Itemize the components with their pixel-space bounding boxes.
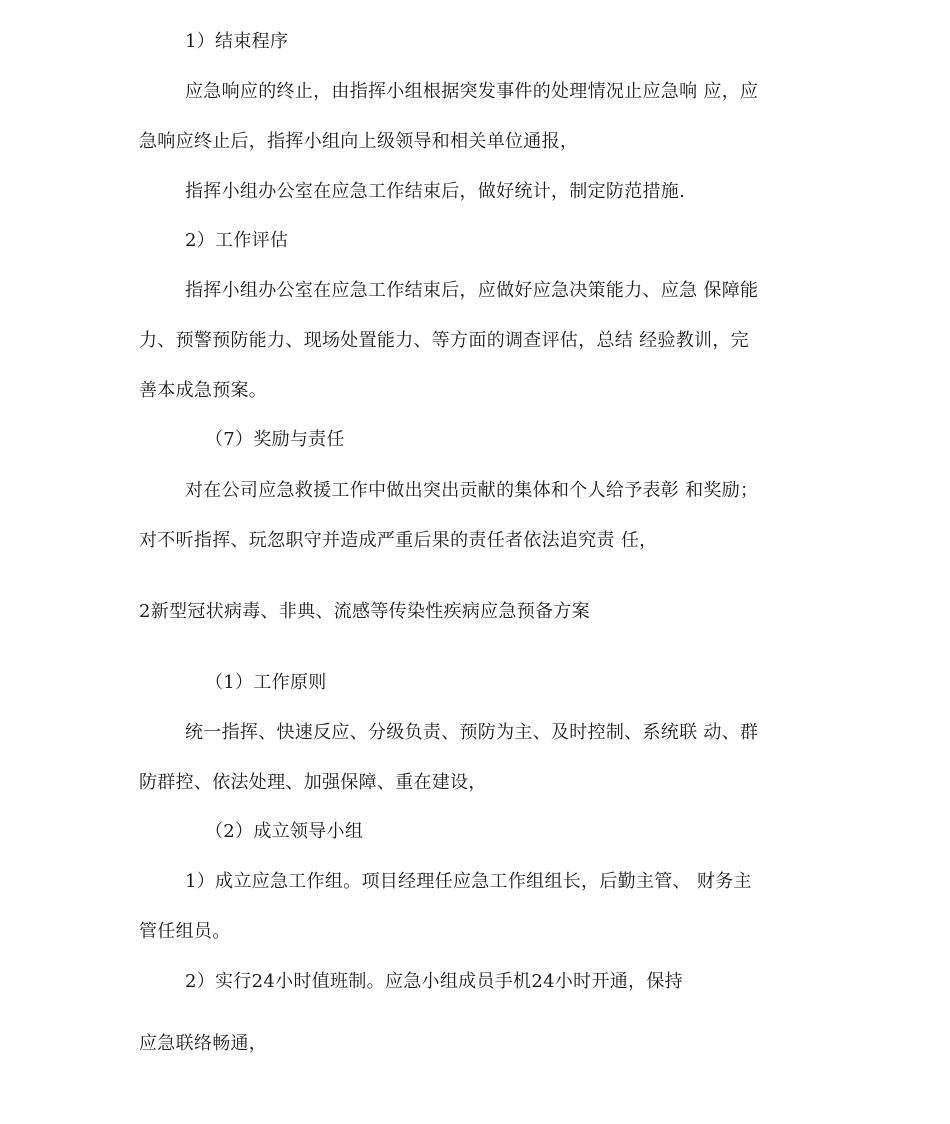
subheading-work-evaluation: 2）工作评估: [185, 230, 289, 251]
paragraph-line: 应急联络畅通，: [139, 1033, 268, 1054]
paragraph-line: 应急响应的终止，由指挥小组根据突发事件的处理情况止应急响 应，应: [185, 81, 759, 102]
paragraph-line: 善本成急预案。: [139, 380, 268, 401]
subheading-work-principles: （1）工作原则: [205, 672, 327, 693]
section-heading: 2新型冠状病毒、非典、流感等传染性疾病应急预备方案: [139, 601, 590, 622]
paragraph-line: 指挥小组办公室在应急工作结束后，应做好应急决策能力、应急 保障能: [185, 280, 759, 301]
paragraph-line: 1）成立应急工作组。项目经理任应急工作组组长，后勤主管、 财务主: [185, 871, 752, 892]
paragraph-line: 对不听指挥、玩忽职守并造成严重后果的责任者依法追究责 任，: [139, 530, 658, 551]
paragraph-line: 管任组员。: [139, 921, 231, 942]
subheading-rewards-responsibility: （7）奖励与责任: [205, 429, 345, 450]
paragraph-line: 统一指挥、快速反应、分级负责、预防为主、及时控制、系统联 动、群: [185, 722, 759, 743]
paragraph-line: 力、预警预防能力、现场处置能力、等方面的调查评估，总结 经验教训，完: [139, 330, 749, 351]
paragraph-line: 2）实行24小时值班制。应急小组成员手机24小时开通，保持: [185, 971, 683, 992]
paragraph-line: 对在公司应急救援工作中做出突出贡献的集体和个人给予表彰 和奖励；: [185, 480, 759, 501]
paragraph-line: 防群控、依法处理、加强保障、重在建设，: [139, 772, 487, 793]
paragraph-line: 急响应终止后，指挥小组向上级领导和相关单位通报，: [139, 131, 579, 152]
subheading-end-procedure: 1）结束程序: [185, 31, 289, 52]
subheading-leadership-group: （2）成立领导小组: [205, 821, 364, 842]
paragraph-line: 指挥小组办公室在应急工作结束后，做好统计，制定防范措施.: [185, 181, 686, 202]
